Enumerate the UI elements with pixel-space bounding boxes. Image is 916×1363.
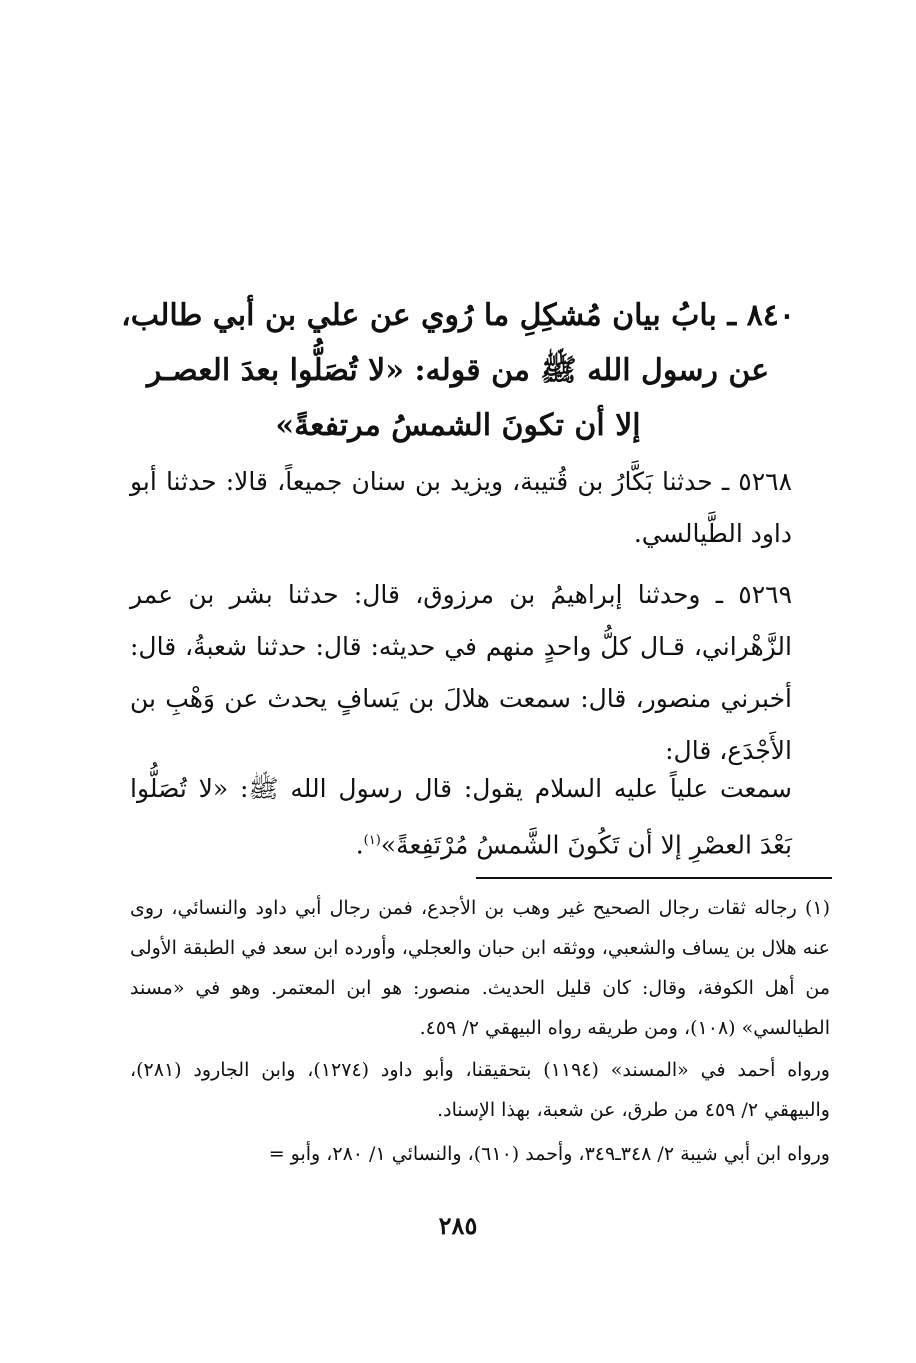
chapter-heading-line-3: إلا أن تكونَ الشمسُ مرتفعةً» <box>275 408 641 443</box>
footnote-divider <box>476 877 832 879</box>
hadith-text-paragraph: سمعت علياً عليه السلام يقول: قال رسول الله ﷺ: «لا تُصَلُّوا بَعْدَ العصْرِ إلا أن تَكُونَ الشَّمسُ مُرْتَفِعةً»$^{(١)}$. <box>130 774 792 860</box>
footnote-marker: (١) <box>363 833 381 848</box>
footnote-1-continued-2: ورواه ابن أبي شيبة ٢/ ٣٤٨ـ٣٤٩، وأحمد (٦١٠)، والنسائي ١/ ٢٨٠، وأبو = <box>268 1143 830 1165</box>
footnote-1: (١) رجاله ثقات رجال الصحيح غير وهب بن الأجدع، فمن رجال أبي داود والنسائي، روى عنه هلال بن يساف والشعبي، ووثقه ابن حبان والعجلي، وأورده ابن سعد في الطبقة الأولى من أهل الكوفة، وقال: كان قليل الحديث. منصور: هو ابن المعتمر. وهو في «مسند الطيالسي» (١٠٨)، ومن طريقه رواه البيهقي ٢/ ٤٥٩. <box>130 897 830 1039</box>
hadith-paragraph-5269: ٥٢٦٩ ـ وحدثنا إبراهيمُ بن مرزوق، قال: حدثنا بشر بن عمر الزَّهْراني، قـال كلُّ واحدٍ منهم في حديثه: قال: حدثنا شعبةُ، قال: أخبرني منصور، قال: سمعت هلالَ بن يَسافٍ يحدث عن وَهْبِ بن الأَجْدَع، قال: <box>130 580 792 765</box>
hadith-text: سمعت علياً عليه السلام يقول: قال رسول الله ﷺ: «لا تُصَلُّوا بَعْدَ العصْرِ إلا أن تَكُونَ الشَّمسُ مُرْتَفِعةً» <box>130 774 792 860</box>
chapter-heading <box>120 288 796 453</box>
footnote-1-continued: ورواه أحمد في «المسند» (١١٩٤) بتحقيقنا، وأبو داود (١٢٧٤)، وابن الجارود (٢٨١)، والبيهقي ٢/ ٤٥٩ من طرق، عن شعبة، بهذا الإسناد. <box>130 1059 830 1121</box>
hadith-paragraph-5268: ٥٢٦٨ ـ حدثنا بَكَّارُ بن قُتيبة، ويزيد بن سنان جميعاً، قالا: حدثنا أبو داود الطَّيالسي. <box>130 467 792 548</box>
footnotes <box>130 888 830 1176</box>
chapter-heading-line-2: عن رسول الله ﷺ من قوله: «لا تُصَلُّوا بعدَ العصـر <box>146 353 770 388</box>
chapter-heading-line-1: ٨٤٠ ـ بابُ بيان مُشكِلِ ما رُوي عن علي بن أبي طالب، <box>121 298 795 333</box>
page-number: ٢٨٥ <box>438 1211 478 1240</box>
